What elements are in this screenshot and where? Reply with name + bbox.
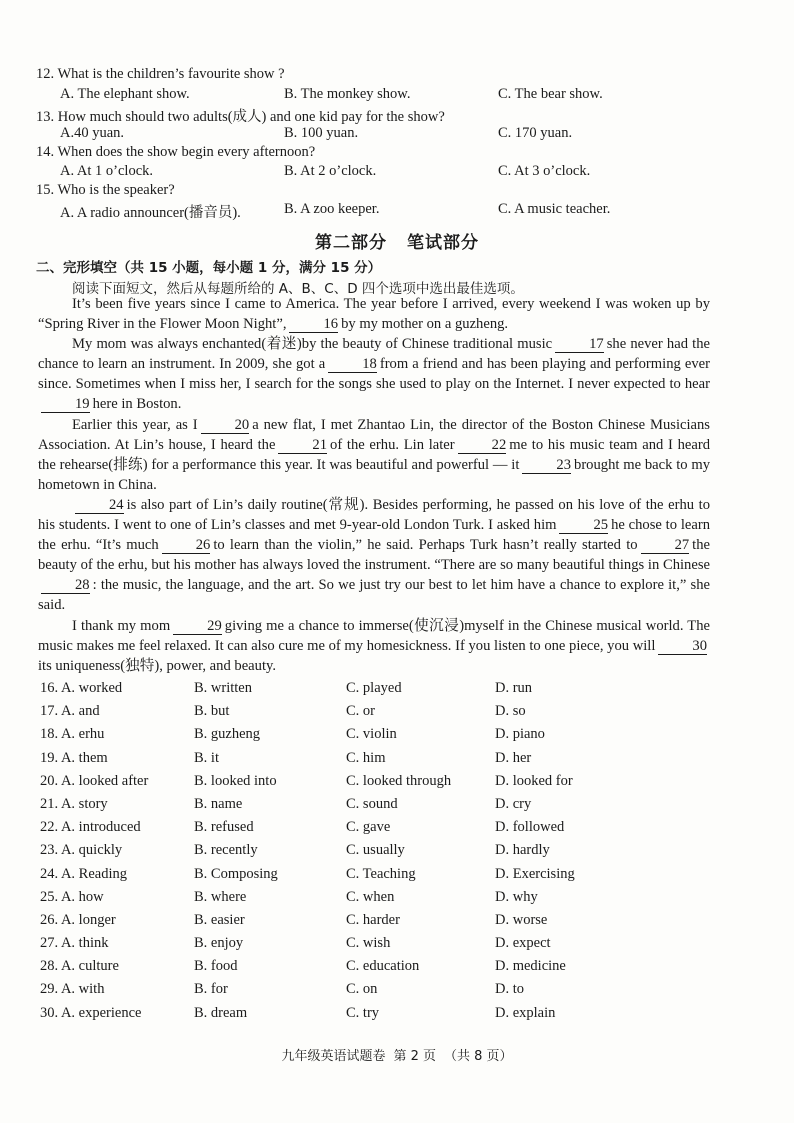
passage-text: My mom was always enchanted(着迷)by the beauty of Chinese traditional music [72,336,553,353]
blank-17: 17 [555,337,604,353]
option-a: 28. A. culture [40,958,119,975]
answer-row-28 [40,958,740,981]
option-c: C. violin [346,726,397,743]
option-b: B. but [194,703,230,720]
blank-27: 27 [641,538,690,554]
option-b: B. Composing [194,865,278,882]
answer-row-20 [40,773,740,796]
question-15-option-b: B. A zoo keeper. [284,201,380,217]
option-c: C. him [346,749,386,766]
passage-text: It’s been five years since I came to America. The year before I arrived, every weekend I was woken up by “Spring River in the Flower Moon Night”, [38,296,710,333]
blank-19: 19 [41,397,90,413]
section-heading: 二、完形填空（共 15 小题，每小题 1 分，满分 15 分） [36,260,382,276]
passage-text: she never had the chance to learn an instrument. In 2009, she got a [38,336,710,373]
option-b: B. food [194,958,238,975]
option-d: D. expect [495,935,551,952]
question-13-option-b: B. 100 yuan. [284,125,359,141]
blank-24: 24 [75,498,124,514]
blank-16: 16 [289,317,338,333]
option-b: B. recently [194,842,258,859]
option-b: B. dream [194,1004,248,1021]
option-a: 16. A. worked [40,680,123,696]
question-15-stem: 15. Who is the speaker? [36,182,175,198]
passage-paragraph [38,415,710,495]
option-a: 17. A. and [40,703,100,720]
option-c: C. looked through [346,772,452,789]
exam-title: 九年级英语试题卷 [281,1049,386,1064]
option-c: C. wish [346,935,391,952]
question-14-option-b: B. At 2 o’clock. [284,163,377,179]
option-a: 19. A. them [40,749,108,766]
option-c: C. played [346,680,402,696]
option-a: 29. A. with [40,981,105,998]
option-c: C. usually [346,842,405,859]
option-b: B. easier [194,911,245,928]
blank-20: 20 [201,418,250,434]
passage-text: Earlier this year, as I [72,416,198,433]
answer-row-18 [40,726,740,749]
answer-row-30 [40,1005,740,1028]
option-b: B. enjoy [194,935,244,952]
passage-text: here in Boston. [92,396,182,413]
option-d: D. looked for [495,772,573,789]
option-a: 25. A. how [40,888,104,905]
option-b: B. guzheng [194,726,261,743]
passage-text: me to his music team and I heard the rehearse(排练) for a performance this year. It was beautiful and powerful — it [38,436,711,473]
option-a: 21. A. story [40,795,108,812]
question-12-option-c: C. The bear show. [498,86,603,102]
option-b: B. looked into [194,772,277,789]
answer-row-24 [40,866,740,889]
question-14-option-c: C. At 3 o’clock. [498,163,591,179]
option-b: B. where [194,888,247,905]
page-total: （共 8 页） [444,1049,513,1064]
question-12-stem: 12. What is the children’s favourite show ? [36,66,285,82]
answer-row-26 [40,912,740,935]
blank-23: 23 [522,458,571,474]
passage-text: giving me a chance to immerse(使沉浸)myself in the Chinese musical world. The music makes me feel relaxed. It can also cure me of my homesickness. If you listen to one piece, you will [38,617,710,654]
passage-text: from a friend and has been playing and performing ever since. Sometimes when I miss her, I search for the songs she used to play on the Internet. I never expected to hear [38,356,710,393]
passage-paragraph [38,294,710,334]
part-two-label: 第二部分 [315,233,387,253]
option-b: B. written [194,680,252,696]
passage-text: to learn than the violin,” he said. Perhaps Turk hasn’t really started to [213,537,638,554]
passage-text: I thank my mom [72,617,171,634]
option-c: C. try [346,1004,380,1021]
passage-paragraph [38,616,710,676]
question-12-option-b: B. The monkey show. [284,86,411,102]
passage-text: brought me back to my hometown in China. [38,456,710,493]
option-c: C. on [346,981,378,998]
option-c: C. education [346,958,420,975]
option-c: C. when [346,888,395,905]
option-d: D. followed [495,819,565,836]
option-a: 24. A. Reading [40,865,127,882]
option-c: C. gave [346,819,391,836]
blank-18: 18 [328,357,377,373]
question-13-option-a: A.40 yuan. [60,125,125,141]
answer-row-25 [40,889,740,912]
option-c: C. or [346,703,375,720]
option-d: D. hardly [495,842,550,859]
answer-row-27 [40,935,740,958]
option-a: 22. A. introduced [40,819,141,836]
option-a: 23. A. quickly [40,842,123,859]
option-d: D. her [495,749,532,766]
blank-26: 26 [162,538,211,554]
part-two-title [0,228,794,253]
option-d: D. worse [495,911,548,928]
passage-text: a new flat, I met Zhantao Lin, the director of the Boston Chinese Musicians Association. At Lin’s house, I heard the [38,416,710,453]
passage-text: the beauty of the erhu, but his mother has always loved the instrument. “There are so many beautiful things in Chinese [38,537,710,574]
option-b: B. refused [194,819,254,836]
answer-row-23 [40,842,740,865]
question-14-option-a: A. At 1 o’clock. [60,163,154,179]
question-15-option-c: C. A music teacher. [498,201,611,217]
option-d: D. run [495,680,533,696]
passage-paragraph [38,495,710,616]
passage-text: by my mother on a guzheng. [341,316,509,333]
option-d: D. cry [495,795,532,812]
question-15-option-a: A. A radio announcer(播音员). [60,205,241,221]
page-footer [0,1045,794,1064]
blank-22: 22 [458,438,507,454]
blank-30: 30 [658,639,707,655]
option-d: D. so [495,703,526,720]
answer-row-17 [40,703,740,726]
question-13-option-c: C. 170 yuan. [498,125,573,141]
answer-row-21 [40,796,740,819]
option-c: C. Teaching [346,865,416,882]
option-c: C. sound [346,795,398,812]
question-13-stem: 13. How much should two adults(成人) and one kid pay for the show? [36,109,445,125]
option-b: B. it [194,749,219,766]
answer-choices [40,680,740,1028]
passage-text: he chose to learn the erhu. “It’s much [38,517,710,554]
option-d: D. medicine [495,958,566,975]
blank-25: 25 [559,518,608,534]
option-a: 18. A. erhu [40,726,105,743]
page-number: 第 2 页 [393,1049,436,1064]
option-d: D. to [495,981,524,998]
option-a: 27. A. think [40,935,109,952]
option-b: B. name [194,795,243,812]
option-a: 30. A. experience [40,1004,142,1021]
option-d: D. piano [495,726,545,743]
question-12-option-a: A. The elephant show. [60,86,190,102]
passage-text: : the music, the language, and the art. So we just try our best to let him have a chance to explore it,” she said. [38,577,710,614]
cloze-passage [38,294,710,676]
option-a: 26. A. longer [40,911,116,928]
passage-paragraph [38,334,710,414]
answer-row-22 [40,819,740,842]
option-a: 20. A. looked after [40,772,149,789]
passage-text: of the erhu. Lin later [330,436,455,453]
blank-21: 21 [278,438,327,454]
answer-row-29 [40,981,740,1004]
option-d: D. Exercising [495,865,575,882]
option-c: C. harder [346,911,400,928]
written-section-label: 笔试部分 [407,233,479,253]
answer-row-16 [40,680,740,703]
option-b: B. for [194,981,228,998]
passage-text: is also part of Lin’s daily routine(常规). Besides performing, he passed on his love of the erhu to his students. I went to one of Lin’s classes and met 9-year-old London Turk. I asked him [38,496,710,534]
blank-29: 29 [173,619,222,635]
passage-text: its uniqueness(独特), power, and beauty. [38,657,276,674]
question-14-stem: 14. When does the show begin every afternoon? [36,144,316,160]
option-d: D. explain [495,1004,556,1021]
answer-row-19 [40,750,740,773]
blank-28: 28 [41,578,90,594]
option-d: D. why [495,888,538,905]
section-instruction: 阅读下面短文，然后从每题所给的 A、B、C、D 四个选项中选出最佳选项。 [72,281,524,297]
